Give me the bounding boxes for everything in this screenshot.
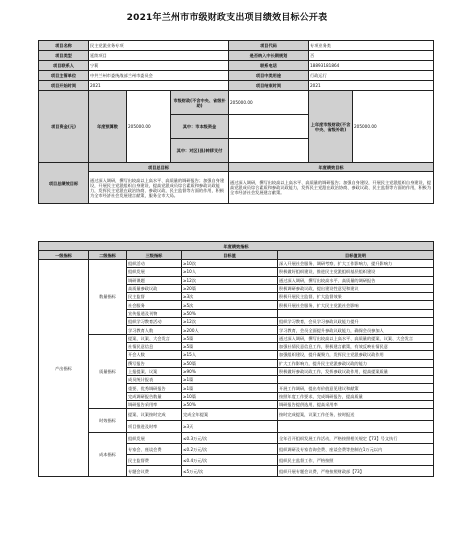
level1-output-cell: 产出指标 (39, 260, 89, 477)
indicator-row (39, 433, 434, 444)
desc-cell: 组织调研及专家咨询会费、座谈会费等控制在1万元以内 (278, 444, 434, 455)
level3-cell: 开会人数 (127, 351, 182, 359)
level2-cell: 时效指标 (89, 409, 127, 433)
indicator-table (38, 241, 434, 477)
desc-cell: 通过深入调研，撰写出较高以上高水平、高质量的提案、议案、大会发言 (278, 334, 434, 342)
level3-cell: 专题会议费 (127, 466, 182, 477)
prev-year-value: 205000.00 (353, 91, 434, 163)
target-cell: ≥12次 (182, 276, 278, 284)
target-cell: ≤0.3万元/次 (182, 433, 278, 444)
target-cell: ≥5次 (182, 301, 278, 309)
target-cell: ≥5篇 (182, 334, 278, 342)
indicator-table-body (39, 242, 434, 477)
target-cell: 完成全年提案 (182, 409, 278, 421)
col-header-level3: 三级指标 (127, 251, 182, 260)
overall-goal-text: 通过深入调研，撰写出较高以上高水平、高质量的调研报告；加强自身建设，开展民主党派组织自身建设，提高党派成员综合素质和参政议政能力，发挥民主党派在政治协商、参政议政、民主监督等方面的作用，积极为全市经济社会发展建言献策，服务全市大局。 (89, 172, 229, 204)
target-cell: ≥1篇 (182, 376, 278, 384)
phone-value: 18893181864 (309, 61, 434, 71)
desc-cell: 积极开展社会服务，扩大民主党派社会影响 (278, 301, 434, 309)
target-cell: ≥20篇 (182, 284, 278, 292)
col-header-desc: 目标值说明 (278, 251, 434, 260)
desc-cell: 按时完成提案，议案工作任务，按时报送 (278, 409, 434, 421)
project-name-label: 项目名称 (39, 41, 89, 51)
city-level-label: 其中：市本级资金 (171, 115, 229, 139)
target-cell: ≥3天 (182, 421, 278, 433)
target-cell: ≥50篇 (182, 359, 278, 367)
category-value: 行政运行 (309, 71, 434, 81)
level3-cell: 专家会、座谈会费 (127, 444, 182, 455)
project-type-value: 延续项目 (89, 51, 229, 61)
project-type-label: 项目类型 (39, 51, 89, 61)
project-name-value: 民主党派业务专项 (89, 41, 229, 51)
target-cell: ≥12次 (182, 318, 278, 326)
desc-cell: 积极开展民主监督，扩大监督效果 (278, 293, 434, 301)
category-label: 项目中类用途 (229, 71, 309, 81)
level2-cell: 成本指标 (89, 433, 127, 477)
level3-cell: 组织学习教育活动 (127, 318, 182, 326)
target-cell: ≥1篇 (182, 384, 278, 392)
level2-cell: 质量指标 (89, 334, 127, 409)
target-cell: ≥5篇 (182, 342, 278, 350)
level3-cell: 重要、优秀调研报告 (127, 384, 182, 392)
desc-cell: 按照年度工作要求，完成调研报告，提高质量 (278, 392, 434, 400)
level2-cell: 数量指标 (89, 260, 127, 335)
level3-cell: 学习教育人数 (127, 326, 182, 334)
county-transfer-value (229, 139, 309, 163)
annual-budget-label: 年度预算数 (89, 91, 127, 163)
target-cell: ≥10次 (182, 260, 278, 268)
city-finance-label: 市级财政(不含中央、省级补助) (171, 91, 229, 115)
target-cell: ≥50% (182, 309, 278, 317)
desc-cell (278, 421, 434, 433)
level3-cell: 组织活动 (127, 260, 182, 268)
target-cell: ≤5万元/次 (182, 466, 278, 477)
desc-cell: 加强社情民意信息工作，积极建言献策，有效反映社情民意 (278, 342, 434, 350)
project-code-value: 专项业务类 (309, 41, 434, 51)
desc-cell: 开展工作调研，提出有价值意见建议和献策 (278, 384, 434, 392)
contact-label: 项目联系人 (39, 61, 89, 71)
col-header-level1: 一级指标 (39, 251, 89, 260)
funds-label: 项目资金(元) (39, 91, 89, 163)
desc-cell: 组织学习教育，会员学习参政议政能力提升 (278, 318, 434, 326)
long-term-value: 否 (309, 51, 434, 61)
target-cell: ≥90% (182, 367, 278, 375)
level3-cell: 提案、议案按时完成 (127, 409, 182, 421)
prev-year-label: 上年度市级财政(不含中央、省级补助) (309, 91, 353, 163)
city-finance-value: 205000.00 (229, 91, 309, 115)
level3-cell: 民主监督费 (127, 455, 182, 466)
level3-cell: 完成调研报告数量 (127, 392, 182, 400)
desc-cell: 通过深入调研，撰写出较高水平、高质量的调研报告 (278, 276, 434, 284)
desc-cell: 深入开展社会服务、调研考察，扩大工作影响力，提升影响力 (278, 260, 434, 268)
level3-cell: 宣传报道及刊物 (127, 309, 182, 317)
annual-goal-header: 年度绩效目标 (229, 163, 434, 172)
target-cell: ≤0.2万元/次 (182, 444, 278, 455)
desc-cell: 组织民主监督工作，严格按照 (278, 455, 434, 466)
target-cell: ≥10篇 (182, 392, 278, 400)
phone-label: 联系电话 (229, 61, 309, 71)
annual-budget-value: 205000.00 (127, 91, 171, 163)
target-cell: ≥15人 (182, 351, 278, 359)
level3-cell: 调研课题 (127, 276, 182, 284)
city-level-value (229, 115, 309, 139)
project-code-label: 项目代码 (229, 41, 309, 51)
level3-cell: 成员统计报表 (127, 376, 182, 384)
target-cell: ≥10人 (182, 268, 278, 276)
level3-cell: 民主监督 (127, 293, 182, 301)
end-label: 项目结束时间 (229, 81, 309, 91)
target-cell: ≥50% (182, 401, 278, 409)
desc-cell (278, 376, 434, 384)
target-cell: ≤0.4万元/次 (182, 455, 278, 466)
desc-cell: 学习教育，会员全面提升参政议政能力，确保会员参加人 (278, 326, 434, 334)
col-header-target: 目标值 (182, 251, 278, 260)
goals-label: 项目总绩效目标 (39, 163, 89, 204)
end-value: 2021 (309, 81, 434, 91)
col-header-level2: 二级指标 (89, 251, 127, 260)
dept-value: 中共兰州市委统战部兰州市委员会 (89, 71, 229, 81)
desc-cell: 积极调研参政议政，提出建设性意见和建议 (278, 284, 434, 292)
county-transfer-label: 其中：对区(县)转移支付 (171, 139, 229, 163)
level3-cell: 社情民意信息 (127, 342, 182, 350)
project-info-table (38, 40, 434, 204)
level3-cell: 调研报告采用率 (127, 401, 182, 409)
desc-cell: 组织开展专题会议费，严格按照财政部【73】 (278, 466, 434, 477)
level3-cell: 项目推进及时率 (127, 421, 182, 433)
indicator-row (39, 260, 434, 268)
desc-cell: 积极做好参政议政工作，发挥参政议政作用，提高提案质量 (278, 367, 434, 375)
start-value: 2021 (89, 81, 229, 91)
contact-value: 宁莉 (89, 61, 229, 71)
desc-cell: 全年召开组织发展工作活动，严格按照相关规定【73】号文执行 (278, 433, 434, 444)
indicator-row (39, 334, 434, 342)
level3-cell: 组织发展 (127, 268, 182, 276)
page-title: 2021年兰州市市级财政支出项目绩效目标公开表 (126, 13, 328, 23)
level3-cell: 社会服务 (127, 301, 182, 309)
overall-goal-header: 项目总目标 (89, 163, 229, 172)
desc-cell: 积极做好组织建设，推进民主党派组织基层组织建设 (278, 268, 434, 276)
indicator-section-header: 年度绩效指标 (39, 242, 434, 251)
indicator-row (39, 409, 434, 421)
dept-label: 项目主管单位 (39, 71, 89, 81)
level3-cell: 上报提案、议案 (127, 367, 182, 375)
level3-cell: 高质量参政议政 (127, 284, 182, 292)
desc-cell: 调研报告提供选用，提高采用率 (278, 401, 434, 409)
desc-cell: 扩大工作影响力，提升民主党派参政议政的能力 (278, 359, 434, 367)
start-label: 项目开始时间 (39, 81, 89, 91)
level3-cell: 提案、议案、大会发言 (127, 334, 182, 342)
annual-goal-text: 通过深入调研，撰写出较高以上高水平、高质量的调研报告；加强自身建设，开展民主党派组织自身建设，提高党派成员综合素质和参政议政能力，发挥民主党派在政治协商、参政议政、民主监督等方面的作用，积极为全市经济社会发展建言献策。 (229, 172, 434, 204)
level3-cell: 组织发展 (127, 433, 182, 444)
desc-cell: 加强组织建设，提升凝聚力，发挥民主党派参政议政作用 (278, 351, 434, 359)
level3-cell: 撰写报告 (127, 359, 182, 367)
target-cell: ≥3次 (182, 293, 278, 301)
long-term-label: 是否纳入中长期规划 (229, 51, 309, 61)
desc-cell (278, 309, 434, 317)
target-cell: ≥200人 (182, 326, 278, 334)
